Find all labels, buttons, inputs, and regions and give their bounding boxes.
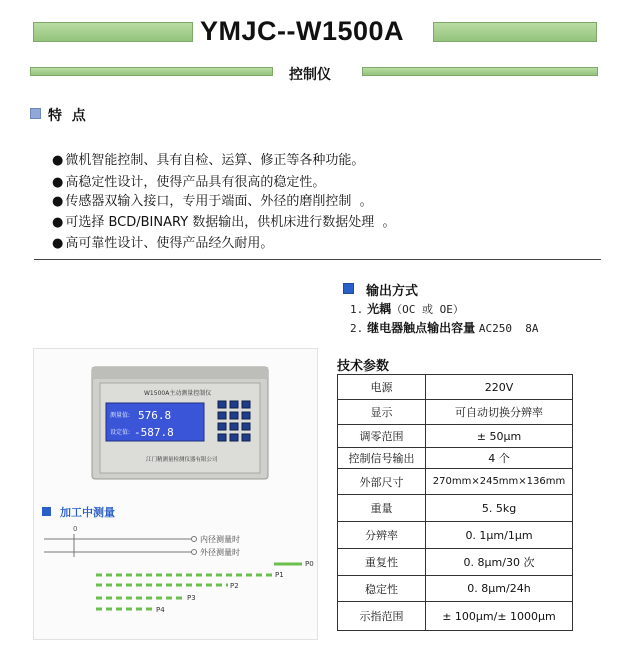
page-subtitle: 控制仪 xyxy=(289,67,331,83)
product-image-panel xyxy=(33,348,318,640)
spec-value: 0. 8μm/30 次 xyxy=(426,549,573,576)
feature-item: ● 微机智能控制、具有自检、运算、修正等各种功能。 xyxy=(52,153,365,168)
spec-value: 5. 5kg xyxy=(426,495,573,522)
lcd-line1-value: 576.8 xyxy=(138,409,172,422)
table-row xyxy=(338,576,573,602)
spec-key: 显示 xyxy=(338,400,426,425)
table-row xyxy=(338,448,573,469)
spec-key: 示指范围 xyxy=(338,602,426,631)
diagram-heading: 加工中测量 xyxy=(60,506,115,519)
features-heading: 特 点 xyxy=(48,108,86,124)
feature-item: ● 可选择 BCD/BINARY 数据输出，供机床进行数据处理 。 xyxy=(52,215,396,230)
subtitle-bar-left xyxy=(30,67,273,76)
output-heading: 输出方式 xyxy=(366,284,419,299)
spec-value: 0. 1μm/1μm xyxy=(426,522,573,549)
specs-table xyxy=(337,374,573,631)
diagram-p2: P2 xyxy=(230,582,239,590)
spec-value: 4 个 xyxy=(426,448,573,469)
header-bar-right xyxy=(433,22,597,42)
table-row xyxy=(338,425,573,448)
feature-item: ● 传感器双输入接口，专用于端面、外径的磨削控制 。 xyxy=(52,194,373,209)
features-heading-square xyxy=(30,108,41,119)
diagram-zero-label: 0 xyxy=(73,525,78,533)
section-divider xyxy=(34,259,601,260)
feature-text: 可选择 BCD/BINARY 数据输出，供机床进行数据处理 。 xyxy=(65,215,396,230)
table-row xyxy=(338,495,573,522)
spec-key: 调零范围 xyxy=(338,425,426,448)
spec-key: 外部尺寸 xyxy=(338,469,426,495)
table-row xyxy=(338,602,573,631)
feature-text: 高稳定性设计，使得产品具有很高的稳定性。 xyxy=(65,175,326,190)
device-top-edge xyxy=(92,367,268,379)
table-row xyxy=(338,522,573,549)
spec-key: 重量 xyxy=(338,495,426,522)
diagram-p3: P3 xyxy=(187,594,196,602)
diagram-p4: P4 xyxy=(156,606,165,614)
table-row xyxy=(338,375,573,400)
diagram-p0: P0 xyxy=(305,560,314,568)
diagram-inner-label: 内径测量时 xyxy=(200,535,240,544)
table-row xyxy=(338,469,573,495)
spec-key: 电源 xyxy=(338,375,426,400)
lcd-line1-label: 测量值: xyxy=(110,412,131,419)
spec-key: 分辨率 xyxy=(338,522,426,549)
spec-value: 270mm×245mm×136mm xyxy=(426,469,573,495)
feature-text: 高可靠性设计、使得产品经久耐用。 xyxy=(65,236,274,251)
diagram-p1: P1 xyxy=(275,571,284,579)
spec-value: 220V xyxy=(426,375,573,400)
specs-heading: 技术参数 xyxy=(337,359,390,374)
lcd-line2-label: 设定值: xyxy=(110,429,131,436)
page-title: YMJC--W1500A xyxy=(200,16,405,46)
device-maker: 江门精测量检测仪器有限公司 xyxy=(146,457,218,463)
feature-text: 传感器双输入接口，专用于端面、外径的磨削控制 。 xyxy=(65,194,373,209)
spec-value: 可自动切换分辨率 xyxy=(426,400,573,425)
diagram-outer-label: 外径测量时 xyxy=(200,548,240,557)
diagram-outer-end xyxy=(192,550,197,555)
diagram-inner-end xyxy=(192,537,197,542)
output-heading-square xyxy=(343,283,354,294)
output-item-2: 2. 继电器触点输出容量 AC250 8A xyxy=(350,321,539,335)
lcd-line2-value: -587.8 xyxy=(134,426,174,439)
spec-value: ± 100μm/± 1000μm xyxy=(426,602,573,631)
feature-text: 微机智能控制、具有自检、运算、修正等各种功能。 xyxy=(65,153,365,168)
spec-value: ± 50μm xyxy=(426,425,573,448)
device-panel-title: W1500A主动测量控制仪 xyxy=(144,390,212,397)
output-item-1: 1. 光耦（OC 或 OE） xyxy=(350,302,464,316)
subtitle-bar-right xyxy=(362,67,598,76)
diagram-heading-square xyxy=(42,507,51,516)
diagram-stage-bars xyxy=(96,564,302,609)
header-bar-left xyxy=(33,22,193,42)
feature-item: ● 高可靠性设计、使得产品经久耐用。 xyxy=(52,236,274,251)
spec-value: 0. 8μm/24h xyxy=(426,576,573,602)
spec-key: 重复性 xyxy=(338,549,426,576)
table-row xyxy=(338,400,573,425)
product-illustration xyxy=(34,349,319,641)
spec-key: 控制信号输出 xyxy=(338,448,426,469)
table-row xyxy=(338,549,573,576)
spec-key: 稳定性 xyxy=(338,576,426,602)
feature-item: ● 高稳定性设计，使得产品具有很高的稳定性。 xyxy=(52,175,326,190)
